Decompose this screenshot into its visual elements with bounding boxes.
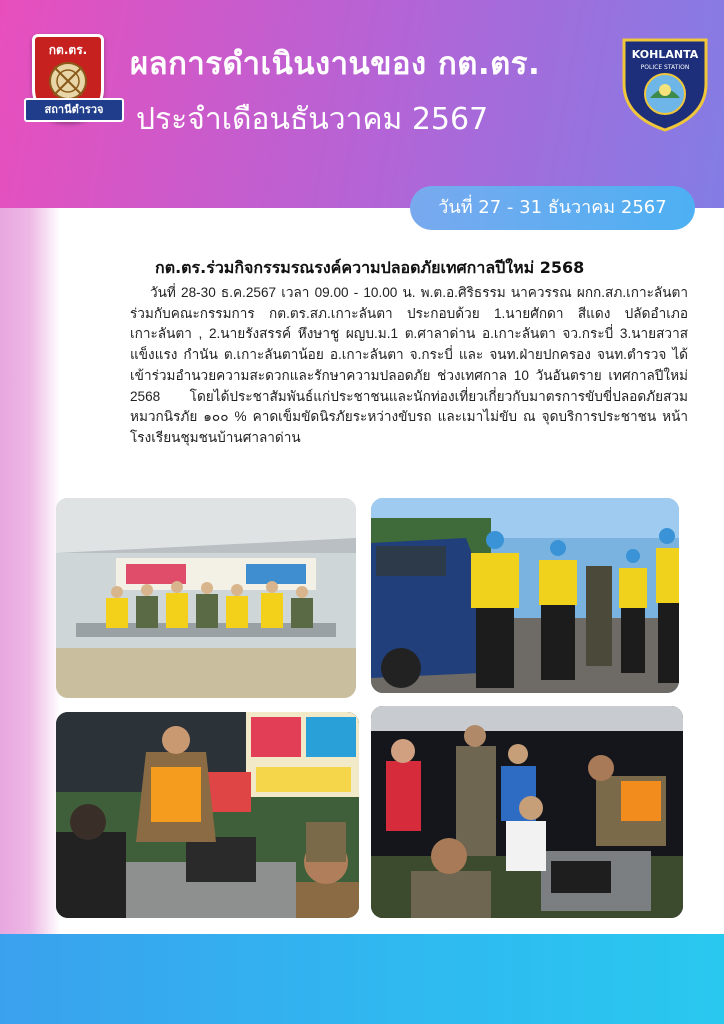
badge-ribbon: สถานีตำรวจ <box>24 98 124 122</box>
police-badge-name: KOHLANTA <box>631 48 699 61</box>
photo-road-checkpoint <box>371 498 679 693</box>
emblem-icon <box>48 61 88 101</box>
road-checkpoint-icon <box>371 498 679 693</box>
article-headline: กต.ตร.ร่วมกิจกรรมรณรงค์ความปลอดภัยเทศกาลปีใหม่ 2568 <box>155 258 585 277</box>
photo-tent-meeting <box>56 498 356 698</box>
breathalyzer-test-icon <box>56 712 359 918</box>
badge-text: กต.ตร. <box>48 43 88 57</box>
photo-night-checkpoint <box>371 706 683 918</box>
tent-meeting-icon <box>56 498 356 698</box>
card-shade <box>0 208 60 938</box>
page-subtitle: ประจำเดือนธันวาคม 2567 <box>136 102 489 137</box>
footer-band <box>0 934 724 1024</box>
page-title: ผลการดำเนินงานของ กต.ตร. <box>130 46 541 82</box>
night-checkpoint-icon <box>371 706 683 918</box>
police-badge-caption: POLICE STATION <box>640 64 690 71</box>
article-body: วันที่ 28-30 ธ.ค.2567 เวลา 09.00 - 10.00 น. พ.ต.อ.ศิริธรรม นาควรรณ ผกก.สภ.เกาะลันตา ร่วมกับคณะกรรมการ กต.ตร.สภ.เกาะลันตา ประกอบด้วย 1.นายศักดา สีแดง ปลัดอำเภอเกาะลันตา , 2.นายรังสรรค์ หึงษาชู ผญบ.ม.1 ต.ศาลาด่าน อ.เกาะลันตา จว.กระบี่ 3.นายสวาส แข็งแรง กำนัน ต.เกาะลันตาน้อย อ.เกาะลันตา จ.กระบี่ และ จนท.ฝ่ายปกครอง จนท.ตำรวจ ได้เข้าร่วมอำนวยความสะดวกและรักษาความปลอดภัย ช่วงเทศกาล 10 วันอันตราย เทศกาลปีใหม่ 2568 โดยได้ประชาสัมพันธ์แก่ประชาชนและนักท่องเที่ยวเกี่ยวกับมาตรการขับขี่ปลอดภัยสวมหมวกนิรภัย ๑๐๐ % คาดเข็มขัดนิรภัยระหว่างขับรถ และเมาไม่ขับ ณ จุดบริการประชาชน หน้าโรงเรียนชุมชนบ้านศาลาด่าน <box>130 285 688 445</box>
police-station-badge-icon <box>620 36 710 132</box>
date-pill: วันที่ 27 - 31 ธันวาคม 2567 <box>410 186 695 230</box>
photo-breathalyzer-test <box>56 712 359 918</box>
